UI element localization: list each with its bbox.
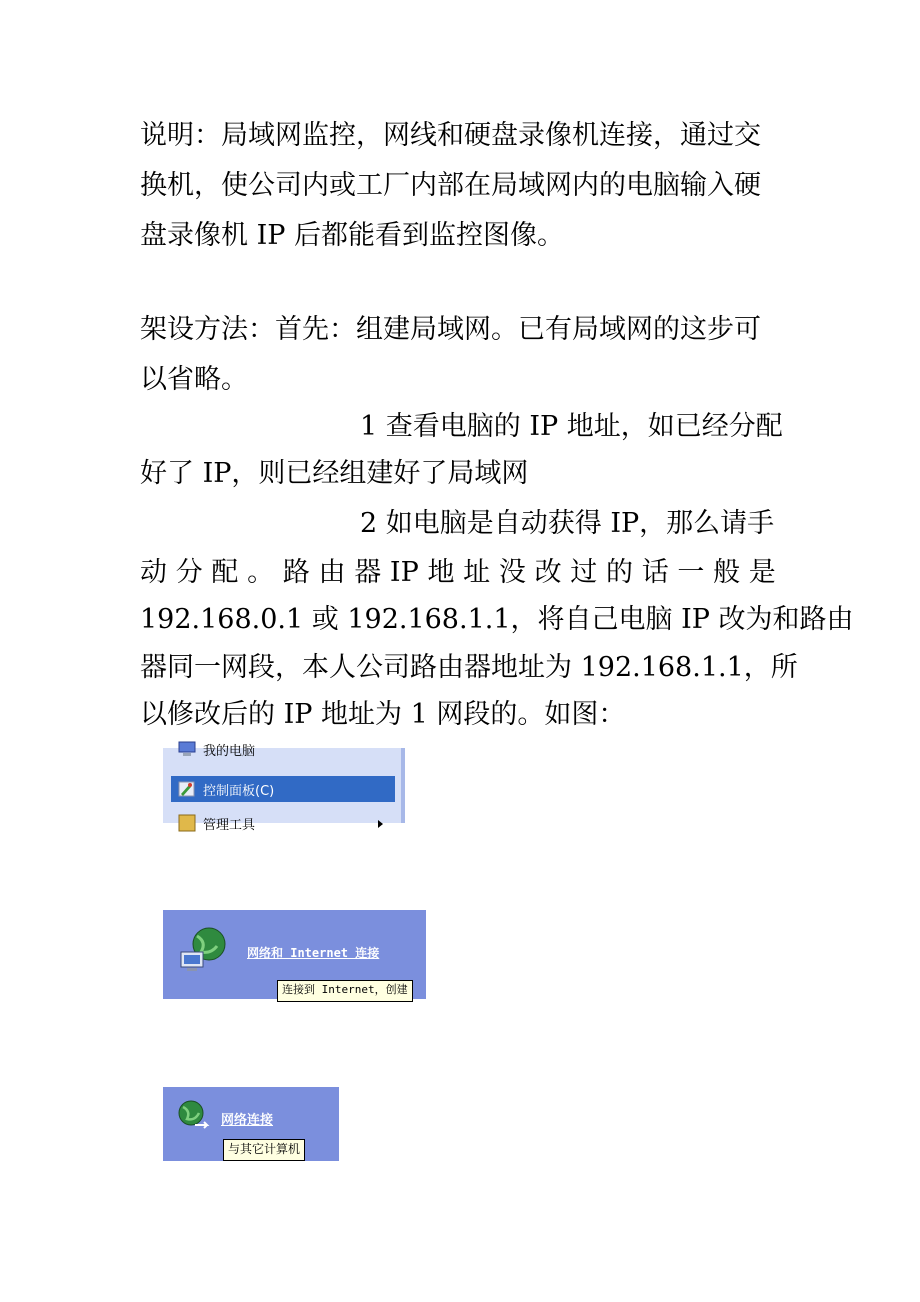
computer-icon [177,739,197,759]
submenu-arrow-icon [378,820,383,828]
step2-line-2-justified [140,548,776,598]
intro-line-2: 换机，使公司内或工厂内部在局域网内的电脑输入硬 [140,170,761,201]
spread-char: 是 [748,557,776,588]
method-line-1: 架设方法：首先：组建局域网。已有局域网的这步可 [140,314,761,345]
spread-char: 地 [427,557,455,588]
control-panel-label: 控制面板(C) [203,783,275,799]
network-internet-tooltip: 连接到 Internet，创建 [277,980,413,1002]
step2-line-3: 192.168.0.1 或 192.168.1.1，将自己电脑 IP 改为和路由 [140,604,854,635]
step1-line-2: 好了 IP，则已经组建好了局域网 [140,458,529,489]
spread-char: 一 [677,557,705,588]
spread-char: 没 [498,557,526,588]
spread-char: 分 [175,557,203,588]
admin-tools-icon [177,813,197,833]
intro-line-1: 说明：局域网监控，网线和硬盘录像机连接，通过交 [140,120,761,151]
spread-char: 的 [605,557,633,588]
control-panel-item[interactable] [171,776,395,802]
admin-tools-label: 管理工具 [203,817,256,833]
network-connections-link[interactable]: 网络连接 [221,1113,274,1128]
network-connections-tooltip: 与其它计算机 [223,1139,305,1161]
spread-char: IP [389,557,419,588]
spread-char: 配 [211,557,239,588]
intro-line-3: 盘录像机 IP 后都能看到监控图像。 [140,220,564,251]
network-internet-link[interactable]: 网络和 Internet 连接 [247,946,380,960]
my-computer-item[interactable] [171,736,395,762]
control-panel-icon [177,779,197,799]
spread-char: 改 [534,557,562,588]
step2-line-1: 2 如电脑是自动获得 IP，那么请手 [360,508,775,539]
spread-char: 话 [641,557,669,588]
spread-char: 动 [140,557,167,588]
network-connections-screenshot [163,1087,339,1161]
network-category-screenshot [163,910,426,999]
spread-char: 由 [318,557,346,588]
network-globe-icon [177,924,229,976]
spread-char: 器 [354,557,382,588]
network-connections-icon [177,1099,211,1133]
admin-tools-item[interactable] [171,810,395,836]
step2-line-5: 以修改后的 IP 地址为 1 网段的。如图： [140,699,626,730]
start-menu-screenshot [163,743,405,833]
step2-line-4: 器同一网段，本人公司路由器地址为 192.168.1.1，所 [140,652,798,683]
spread-char: 址 [463,557,491,588]
menu-edge [401,748,405,823]
spread-char: 。 [247,557,275,588]
step1-line-1: 1 查看电脑的 IP 地址，如已经分配 [360,411,783,442]
method-line-2: 以省略。 [140,364,248,395]
spread-char: 过 [570,557,598,588]
spread-char: 路 [282,557,310,588]
my-computer-label: 我的电脑 [203,743,256,759]
spread-char: 般 [713,557,741,588]
